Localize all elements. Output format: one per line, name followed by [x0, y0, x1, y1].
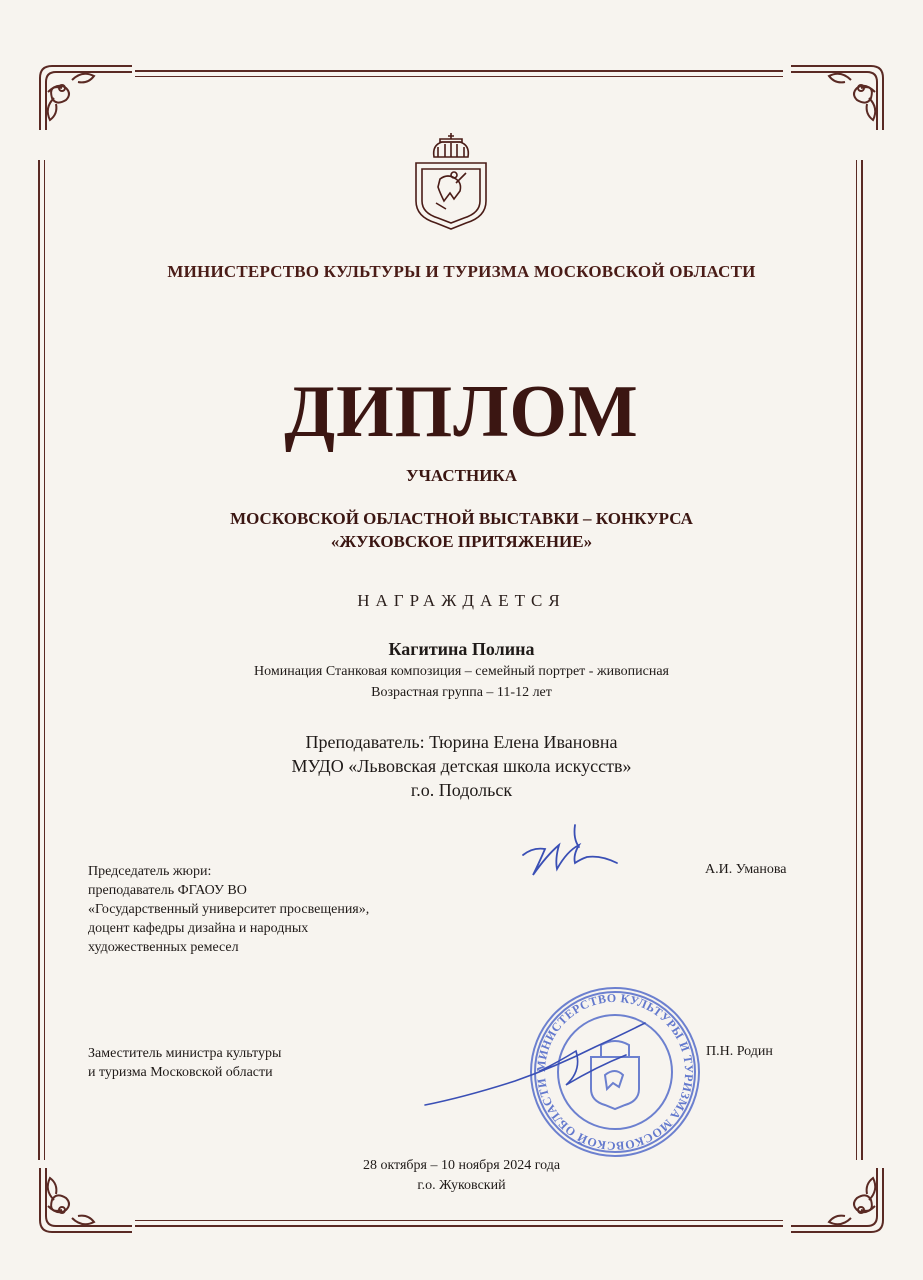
deputy-line: и туризма Московской области: [88, 1065, 273, 1080]
frame-right-line: [856, 160, 857, 1160]
corner-ornament-top-right: [781, 58, 891, 138]
jury-line: доцент кафедры дизайна и народных: [88, 921, 309, 936]
recipient-name: Кагитина Полина: [388, 639, 535, 659]
event-city: г.о. Жуковский: [417, 1178, 506, 1193]
jury-line: «Государственный университет просвещения»,: [88, 902, 370, 917]
coat-of-arms-icon: [410, 133, 492, 233]
frame-left-line: [38, 160, 40, 1160]
frame-top-line-inner: [135, 76, 783, 77]
teacher-text: Преподаватель: Тюрина Елена Ивановна: [305, 732, 618, 752]
jury-line: художественных ремесел: [88, 940, 239, 955]
diploma-title: ДИПЛОМ: [284, 371, 639, 453]
nomination-text: Номинация Станковая композиция – семейный портрет - живописная: [254, 664, 669, 679]
deputy-signature-icon: [420, 1015, 670, 1115]
event-dates: 28 октября – 10 ноября 2024 года: [362, 1158, 561, 1173]
contest-name-line2: «ЖУКОВСКОЕ ПРИТЯЖЕНИЕ»: [330, 532, 593, 551]
frame-right-line-inner: [861, 160, 863, 1160]
age-group-text: Возрастная группа – 11-12 лет: [371, 685, 552, 700]
contest-name-line1: МОСКОВСКОЙ ОБЛАСТНОЙ ВЫСТАВКИ – КОНКУРСА: [230, 509, 693, 528]
frame-left-line-inner: [44, 160, 45, 1160]
diploma-subtitle: УЧАСТНИКА: [405, 466, 518, 485]
frame-bottom-line-inner: [135, 1225, 783, 1227]
deputy-minister-title: [88, 1044, 281, 1082]
awarded-label: НАГРАЖДАЕТСЯ: [357, 591, 566, 610]
jury-chair-name: А.И. Уманова: [705, 862, 787, 877]
stamp-text: МИНИСТЕРСТВО КУЛЬТУРЫ И ТУРИЗМА МОСКОВСКОЙ ОБЛАСТИ: [533, 990, 697, 1154]
jury-chair-title: [88, 862, 369, 957]
jury-line: Председатель жюри:: [88, 864, 212, 879]
jury-line: преподаватель ФГАОУ ВО: [88, 883, 247, 898]
school-text: МУДО «Львовская детская школа искусств»: [291, 756, 632, 776]
frame-bottom-line: [135, 1220, 783, 1221]
deputy-line: Заместитель министра культуры: [88, 1046, 282, 1061]
corner-ornament-top-left: [32, 58, 142, 138]
ministry-heading: МИНИСТЕРСТВО КУЛЬТУРЫ И ТУРИЗМА МОСКОВСКОЙ ОБЛАСТИ: [167, 262, 756, 281]
recipient-city: г.о. Подольск: [410, 780, 513, 800]
jury-signature-icon: [515, 815, 625, 890]
deputy-minister-name: П.Н. Родин: [706, 1044, 773, 1059]
frame-top-line: [135, 70, 783, 72]
